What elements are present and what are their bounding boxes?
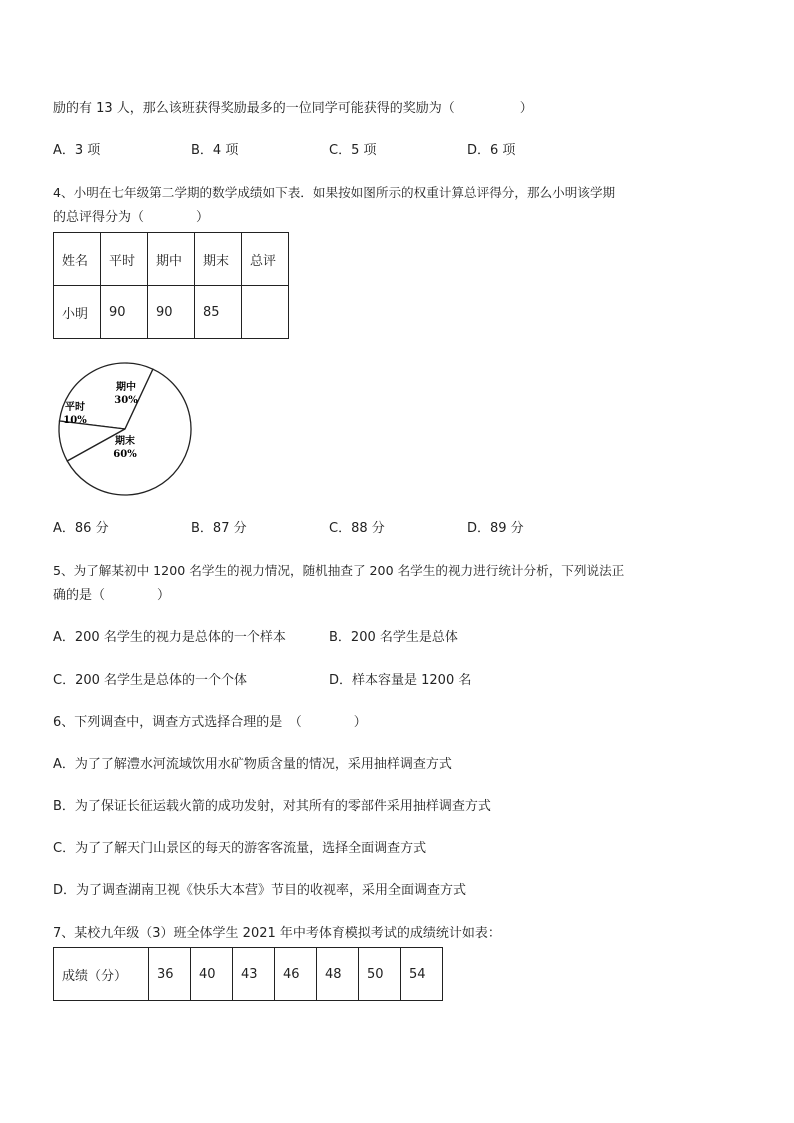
- q5-option-c: C．200 名学生是总体的一个个体: [53, 673, 248, 688]
- table-row: [54, 286, 289, 339]
- pie-label-final: 期末: [115, 436, 135, 447]
- weight-pie-chart: [50, 356, 210, 506]
- table-header-cell: 总评: [242, 233, 289, 286]
- table-cell: [242, 286, 289, 339]
- q5-stem-line1: 5、为了解某初中 1200 名学生的视力情况，随机抽查了 200 名学生的视力进行统计分析，下列说法正: [53, 563, 625, 578]
- q6-option-b: B．为了保证长征运载火箭的成功发射，对其所有的零部件采用抽样调查方式: [53, 799, 491, 814]
- q4-option-b: B．87 分: [191, 521, 247, 536]
- q4-stem-line1: 4、小明在七年级第二学期的数学成绩如下表．如果按如图所示的权重计算总评得分，那么小明该学期: [53, 185, 616, 200]
- table-row: [54, 233, 289, 286]
- q7-score-table: [53, 947, 443, 1001]
- table-cell: 48: [317, 948, 359, 1001]
- q4-option-a: A．86 分: [53, 521, 109, 536]
- q3-option-d: D．6 项: [467, 143, 516, 158]
- table-cell: 54: [401, 948, 443, 1001]
- q7-stem: 7、某校九年级（3）班全体学生 2021 年中考体育模拟考试的成绩统计如表：: [53, 926, 501, 941]
- q4-score-table: [53, 232, 289, 339]
- pie-percent-midterm: 30%: [114, 395, 138, 406]
- pie-label-midterm: 期中: [116, 382, 136, 393]
- q4-option-d: D．89 分: [467, 521, 524, 536]
- q6-option-a: A．为了了解澧水河流域饮用水矿物质含量的情况，采用抽样调查方式: [53, 757, 452, 772]
- q5-option-b: B．200 名学生是总体: [329, 630, 458, 645]
- q6-option-c: C．为了了解天门山景区的每天的游客客流量，选择全面调查方式: [53, 841, 427, 856]
- q3-option-b: B．4 项: [191, 143, 239, 158]
- q5-option-d: D．样本容量是 1200 名: [329, 673, 472, 688]
- table-cell: 90: [148, 286, 195, 339]
- q3-stem-tail: 励的有 13 人，那么该班获得奖励最多的一位同学可能获得的奖励为（ ）: [53, 101, 533, 116]
- q4-stem-line2: 的总评得分为（ ）: [53, 210, 210, 225]
- table-cell: 43: [233, 948, 275, 1001]
- table-cell: 36: [149, 948, 191, 1001]
- table-header-cell: 成绩（分）: [54, 948, 149, 1001]
- table-cell: 90: [101, 286, 148, 339]
- q6-stem: 6、下列调查中，调查方式选择合理的是 （ ）: [53, 715, 367, 730]
- table-header-cell: 平时: [101, 233, 148, 286]
- q4-option-c: C．88 分: [329, 521, 385, 536]
- pie-percent-usual: 10%: [63, 415, 87, 426]
- table-cell: 40: [191, 948, 233, 1001]
- q5-stem-line2: 确的是（ ）: [53, 588, 171, 603]
- q3-option-c: C．5 项: [329, 143, 377, 158]
- table-cell: 46: [275, 948, 317, 1001]
- table-cell: 85: [195, 286, 242, 339]
- table-cell: 50: [359, 948, 401, 1001]
- table-row: [54, 948, 443, 1001]
- q6-option-d: D．为了调查湖南卫视《快乐大本营》节目的收视率，采用全面调查方式: [53, 883, 467, 898]
- pie-label-usual: 平时: [65, 402, 85, 413]
- q5-option-a: A．200 名学生的视力是总体的一个样本: [53, 630, 286, 645]
- q3-option-a: A．3 项: [53, 143, 101, 158]
- table-cell: 小明: [54, 286, 101, 339]
- pie-percent-final: 60%: [113, 449, 137, 460]
- table-header-cell: 期中: [148, 233, 195, 286]
- table-header-cell: 期末: [195, 233, 242, 286]
- table-header-cell: 姓名: [54, 233, 101, 286]
